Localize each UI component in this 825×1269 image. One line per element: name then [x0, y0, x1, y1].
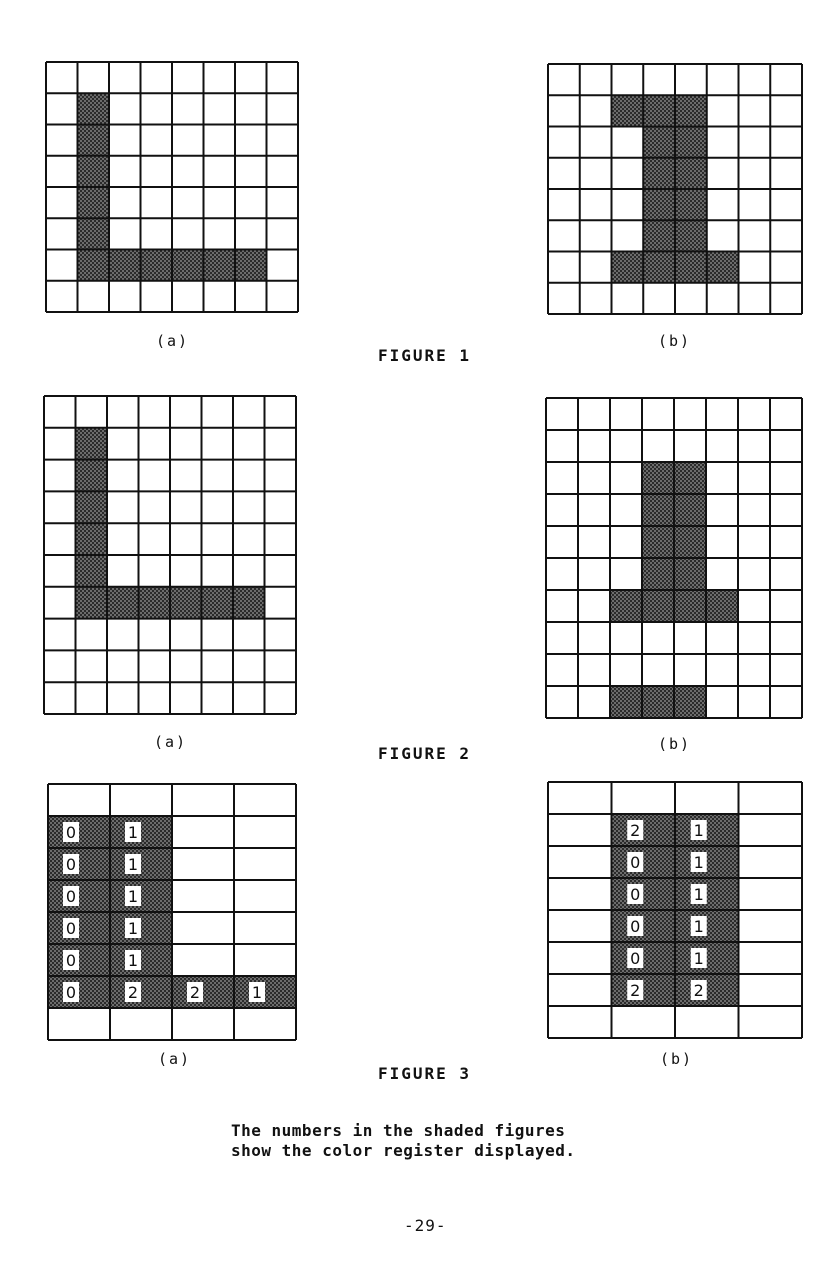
figure-2b-shaded-cell: [674, 558, 706, 590]
figure-1b-shaded-cell: [675, 220, 707, 251]
figure-1b-shaded-cell: [612, 252, 644, 283]
figure-1a-shaded-cell: [78, 156, 110, 187]
figure-1b-shaded-cell: [675, 95, 707, 126]
figure-3a-register-number: 0: [65, 887, 77, 906]
caption-note-line-1: The numbers in the shaded figures: [231, 1121, 566, 1140]
figure-1b-shaded-cell: [675, 189, 707, 220]
figure-2b-shaded-cell: [706, 590, 738, 622]
figure-2a-shaded-cell: [76, 428, 108, 460]
figure-1a-shaded-cell: [78, 250, 110, 281]
figure-3a-register-number: 1: [127, 855, 139, 874]
caption-note: [231, 1121, 576, 1161]
figure-3b-register-number: 0: [630, 949, 641, 968]
figure-3b-grid: [548, 782, 802, 1038]
figure-1b-shaded-cell: [643, 252, 675, 283]
figure-1a-shaded-cell: [78, 125, 110, 156]
figure-1a-label: (a): [156, 332, 190, 350]
figure-3b-register-number: 2: [630, 981, 641, 1000]
figure-1a-shaded-cell: [204, 250, 236, 281]
figure-3b-register-number: 1: [693, 885, 704, 904]
figure-2-title: FIGURE 2: [378, 744, 472, 763]
figure-2a-shaded-cell: [107, 587, 139, 619]
figure-3b-register-number: 1: [693, 917, 704, 936]
figure-2a-shaded-cell: [170, 587, 202, 619]
figure-3b-register-number: 1: [693, 821, 704, 840]
figure-1a-shaded-cell: [109, 250, 141, 281]
figure-3b-register-number: 2: [630, 821, 641, 840]
figure-3b-register-number: 1: [693, 853, 704, 872]
figure-3a-label: (a): [158, 1050, 192, 1068]
figure-2b-shaded-cell: [674, 462, 706, 494]
figure-3a-register-number: 0: [65, 951, 77, 970]
caption-note-line-2: show the color register displayed.: [231, 1141, 576, 1160]
figure-1b-shaded-cell: [643, 158, 675, 189]
figure-2a-shaded-cell: [139, 587, 171, 619]
figure-2a-shaded-cell: [76, 523, 108, 555]
figure-3b-register-number: 0: [630, 885, 641, 904]
figure-2a-shaded-cell: [76, 555, 108, 587]
figure-1b-shaded-cell: [707, 252, 739, 283]
figure-3-title: FIGURE 3: [378, 1064, 472, 1083]
figure-1a-shaded-cell: [78, 93, 110, 124]
figure-2a-shaded-cell: [76, 460, 108, 492]
figure-1b-shaded-cell: [643, 220, 675, 251]
figure-2b-shaded-cell: [642, 590, 674, 622]
figure-3a-register-number: 0: [65, 855, 77, 874]
figure-2b-label: (b): [658, 735, 692, 753]
figure-1b-shaded-cell: [675, 158, 707, 189]
figure-1a-shaded-cell: [141, 250, 173, 281]
figure-3a-register-number: 1: [251, 983, 263, 1002]
figure-2a-shaded-cell: [76, 491, 108, 523]
figure-2b-shaded-cell: [674, 494, 706, 526]
figure-2b-shaded-cell: [642, 686, 674, 718]
figure-3a-grid: [48, 784, 296, 1040]
figure-2b-shaded-cell: [674, 526, 706, 558]
figure-3b-label: (b): [660, 1050, 694, 1068]
figure-1b-shaded-cell: [643, 189, 675, 220]
figure-1b-label: (b): [658, 332, 692, 350]
page-number: -29-: [404, 1216, 447, 1235]
figure-3a-register-number: 0: [65, 823, 77, 842]
figure-2a-shaded-cell: [202, 587, 234, 619]
figure-2b-shaded-cell: [642, 558, 674, 590]
figure-1a-shaded-cell: [78, 218, 110, 249]
figure-1a-shaded-cell: [78, 187, 110, 218]
figure-3a-register-number: 1: [127, 951, 139, 970]
figure-1-title: FIGURE 1: [378, 346, 472, 365]
figure-2a-shaded-cell: [76, 587, 108, 619]
figure-3b-register-number: 0: [630, 853, 641, 872]
figure-3a-register-number: 1: [127, 823, 139, 842]
figure-3a-register-number: 2: [189, 983, 201, 1002]
figure-1b-shaded-cell: [643, 127, 675, 158]
figure-3a-register-number: 1: [127, 919, 139, 938]
figure-3a-register-number: 0: [65, 983, 77, 1002]
figure-2b-shaded-cell: [642, 526, 674, 558]
figure-3a-register-number: 2: [127, 983, 139, 1002]
figure-2b-shaded-cell: [674, 590, 706, 622]
figure-2a-shaded-cell: [233, 587, 265, 619]
figure-1b-shaded-cell: [675, 127, 707, 158]
figure-1b-grid: [548, 64, 802, 314]
figure-3b-register-number: 0: [630, 917, 641, 936]
figure-3b-register-number: 2: [693, 981, 704, 1000]
figure-2a-grid: [44, 396, 296, 714]
figure-3b-register-number: 1: [693, 949, 704, 968]
figure-2b-shaded-cell: [642, 462, 674, 494]
figure-1a-grid: [46, 62, 298, 312]
figure-2b-shaded-cell: [610, 590, 642, 622]
figure-2b-grid: [546, 398, 802, 718]
figure-1b-shaded-cell: [643, 95, 675, 126]
figure-1b-shaded-cell: [675, 252, 707, 283]
figure-2a-label: (a): [154, 733, 188, 751]
figure-2b-shaded-cell: [674, 686, 706, 718]
figure-3a-register-number: 1: [127, 887, 139, 906]
figure-2b-shaded-cell: [642, 494, 674, 526]
figure-1b-shaded-cell: [612, 95, 644, 126]
figure-3a-register-number: 0: [65, 919, 77, 938]
figure-1a-shaded-cell: [172, 250, 204, 281]
figure-2b-shaded-cell: [610, 686, 642, 718]
figure-1a-shaded-cell: [235, 250, 267, 281]
